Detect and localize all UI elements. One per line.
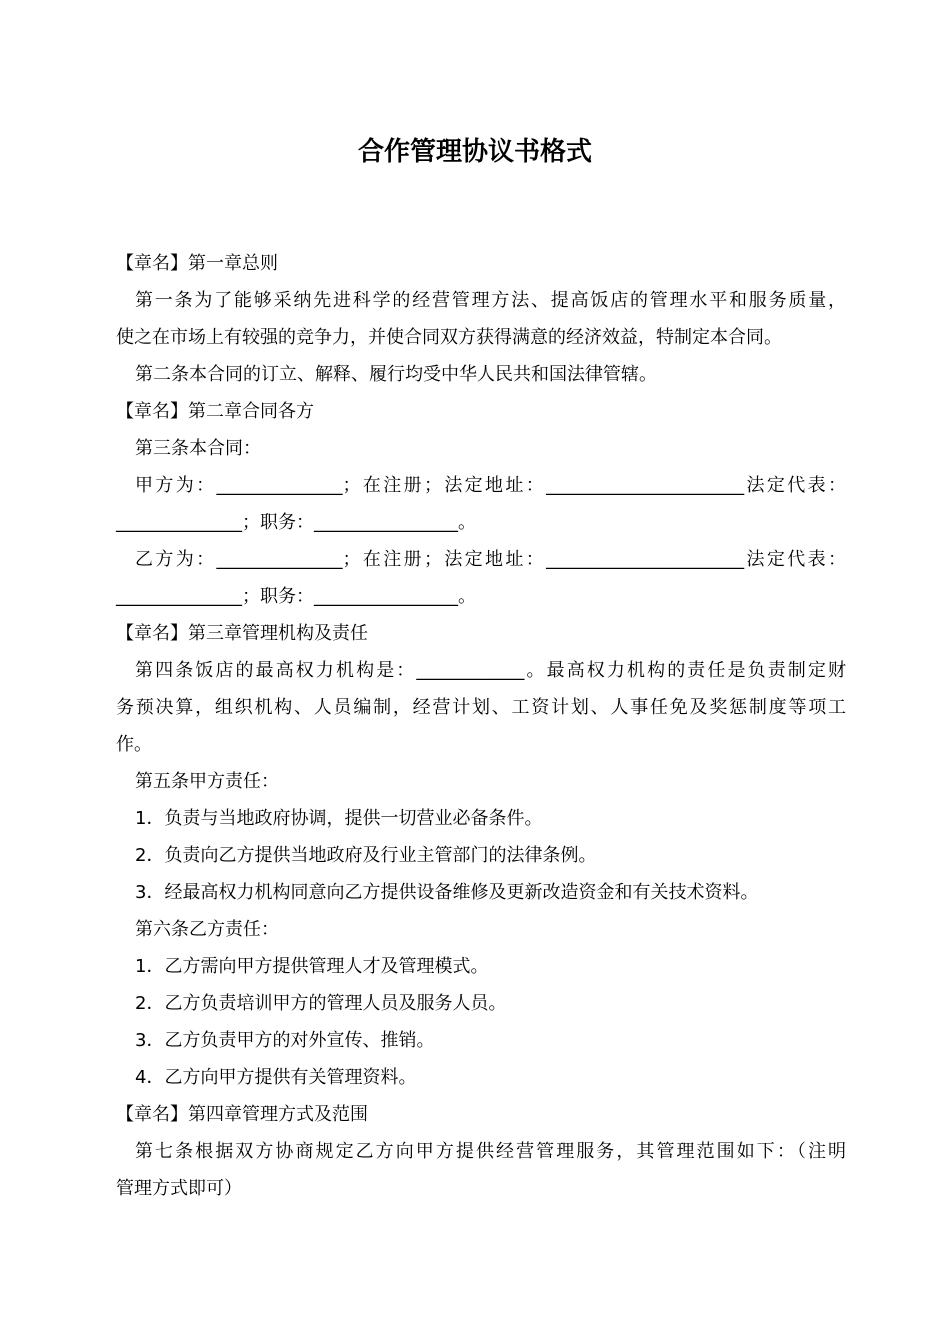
form-line: 乙方为：______________；在注册；法定地址：______________________法定代表： [135,549,846,570]
document-title: 合作管理协议书格式 [357,137,592,167]
document-body [116,245,846,1207]
list-item: 1．负责与当地政府协调，提供一切营业必备条件。 [135,808,543,829]
paragraph-line: 第一条为了能够采纳先进科学的经营管理方法、提高饭店的管理水平和服务质量， [135,290,846,311]
paragraph-line: 第三条本合同： [135,438,261,459]
paragraph-line: 第二条本合同的订立、解释、履行均受中华人民共和国法律管辖。 [135,364,657,385]
list-item: 3．经最高权力机构同意向乙方提供设备维修及更新改造资金和有关技术资料。 [135,882,759,903]
paragraph-line: 第七条根据双方协商规定乙方向甲方提供经营管理服务，其管理范围如下：（注明 [135,1141,846,1162]
list-item: 3．乙方负责甲方的对外宣传、推销。 [135,1030,435,1051]
chapter-heading: 【章名】第四章管理方式及范围 [116,1104,368,1125]
list-item: 1．乙方需向甲方提供管理人才及管理模式。 [135,956,489,977]
chapter-heading: 【章名】第三章管理机构及责任 [116,623,368,644]
paragraph-line: 管理方式即可） [116,1178,242,1199]
paragraph-line: 第六条乙方责任： [135,919,279,940]
paragraph-line: 作。 [116,734,152,755]
form-line: ______________；职务：________________。 [116,586,476,607]
paragraph-line: 第四条饭店的最高权力机构是：____________。最高权力机构的责任是负责制定财 [135,660,846,681]
list-item: 2．乙方负责培训甲方的管理人员及服务人员。 [135,993,507,1014]
list-item: 4．乙方向甲方提供有关管理资料。 [135,1067,417,1088]
paragraph-line: 务预决算，组织机构、人员编制，经营计划、工资计划、人事任免及奖惩制度等项工 [116,697,846,718]
paragraph-line: 使之在市场上有较强的竞争力，并使合同双方获得满意的经济效益，特制定本合同。 [116,327,782,348]
chapter-heading: 【章名】第二章合同各方 [116,401,314,422]
form-line: 甲方为：______________；在注册；法定地址：______________________法定代表： [135,475,846,496]
list-item: 2．负责向乙方提供当地政府及行业主管部门的法律条例。 [135,845,597,866]
form-line: ______________；职务：________________。 [116,512,476,533]
paragraph-line: 第五条甲方责任： [135,771,279,792]
chapter-heading: 【章名】第一章总则 [116,253,278,274]
